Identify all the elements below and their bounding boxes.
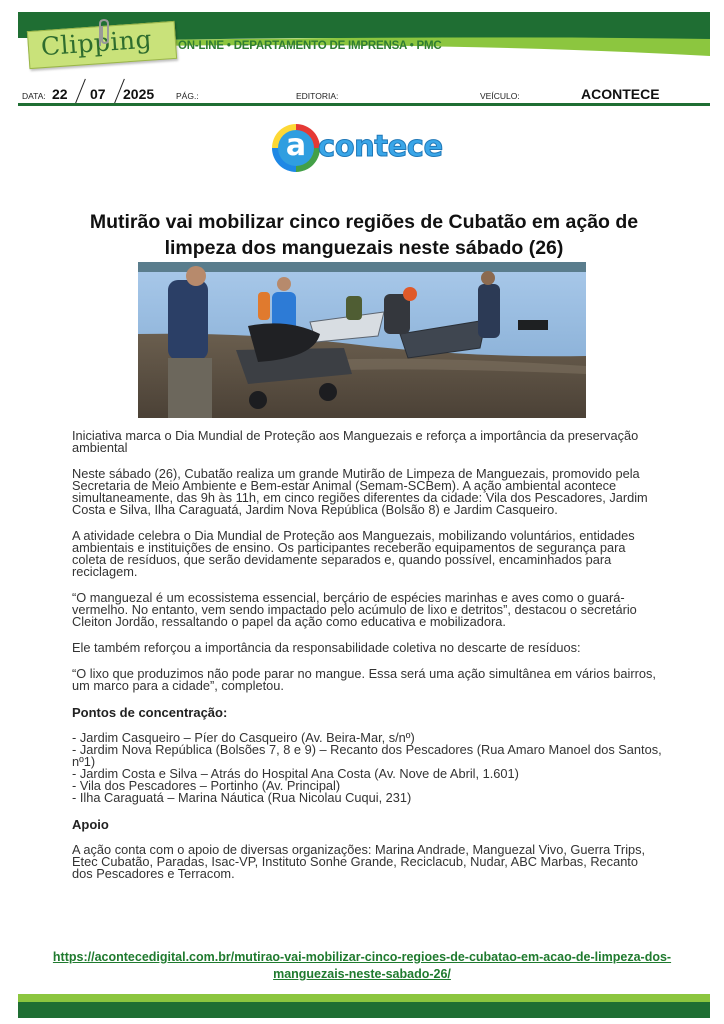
date-separator	[75, 79, 86, 103]
points-list	[72, 732, 662, 804]
article-quote: “O lixo que produzimos não pode parar no mangue. Essa será uma ação simultânea em vários bairros, um marco para a cidade”, completou.	[72, 666, 656, 693]
acontece-logo	[272, 124, 456, 176]
list-item: - Jardim Costa e Silva – Atrás do Hospital Ana Costa (Av. Nove de Abril, 1.601)	[72, 766, 519, 781]
section-label: EDITORIA:	[296, 91, 339, 101]
date-year: 2025	[123, 86, 155, 102]
date-label: DATA:	[22, 91, 46, 101]
support-text: A ação conta com o apoio de diversas organizações: Marina Andrade, Manguezal Vivo, Guerra Trips, Etec Cubatão, Paradas, Isac-VP, Instituto Sonhe Grande, Reciclacub, Nudar, ABC Marbas, Recanto dos Pescadores e Terracom.	[72, 842, 646, 881]
article-paragraph: Ele também reforçou a importância da responsabilidade coletiva no descarte de resíduos:	[72, 640, 581, 655]
footer-light-bar	[18, 994, 710, 1002]
list-item: - Vila dos Pescadores – Portinho (Av. Principal)	[72, 778, 341, 793]
meta-row	[20, 82, 710, 104]
logo-letter: a	[278, 130, 314, 166]
list-item: - Jardim Nova República (Bolsões 7, 8 e 9) – Recanto dos Pescadores (Rua Amaro Manoel dos Santos, nº1)	[72, 742, 662, 769]
source-link[interactable]: https://acontecedigital.com.br/mutirao-vai-mobilizar-cinco-regioes-de-cubatao-em-acao-de-limpeza-dos-manguezais-neste-sabado-26/	[52, 950, 672, 981]
date-month: 07	[90, 86, 106, 102]
article-lead: Iniciativa marca o Dia Mundial de Proteção aos Manguezais e reforça a importância da preservação ambiental	[72, 428, 639, 455]
points-heading: Pontos de concentração:	[72, 705, 228, 720]
vehicle-label: VEÍCULO:	[480, 91, 520, 101]
article-headline: Mutirão vai mobilizar cinco regiões de Cubatão em ação de limpeza dos manguezais neste sábado (26)	[89, 211, 639, 259]
date-day: 22	[52, 86, 68, 102]
list-item: - Ilha Caraguatá – Marina Náutica (Rua Nicolau Cuqui, 231)	[72, 790, 412, 805]
footer-dark-bar	[18, 1002, 710, 1018]
article-quote: “O manguezal é um ecossistema essencial, berçário de espécies marinhas e aves como o guará-vermelho. No entanto, vem sendo impactado pelo acúmulo de lixo e detritos”, destacou o secretário Cleiton Jordão, ressaltando o papel da ação como educativa e mobilizadora.	[72, 590, 637, 629]
list-item: - Jardim Casqueiro – Píer do Casqueiro (Av. Beira-Mar, s/nº)	[72, 730, 415, 745]
vehicle-name: ACONTECE	[581, 86, 660, 102]
logo-ring	[272, 124, 320, 172]
article-paragraph: A atividade celebra o Dia Mundial de Proteção aos Manguezais, mobilizando voluntários, entidades ambientais e instituições de ensino. Os participantes receberão equipamentos de segurança para coleta de resíduos, que serão devidamente separados e, quando possível, encaminhados para reciclagem.	[72, 528, 635, 579]
meta-divider	[18, 103, 710, 106]
page-label: PÁG.:	[176, 91, 199, 101]
paperclip-icon	[92, 18, 116, 48]
article-paragraph: Neste sábado (26), Cubatão realiza um grande Mutirão de Limpeza de Manguezais, promovido pela Secretaria de Meio Ambiente e Bem-estar Animal (Semam-SCBem). A ação ambiental acontece simultaneamente, das 9h às 11h, em cinco regiões diferentes da cidade: Vila dos Pescadores, Jardim Costa e Silva, Ilha Caraguatá, Jardim Nova República (Bolsão 8) e Jardim Casqueiro.	[72, 466, 648, 517]
header-subtitle: ON-LINE • DEPARTAMENTO DE IMPRENSA • PMC	[178, 40, 442, 52]
logo-wordmark: contece	[318, 129, 443, 163]
clipping-badge-text: Clipping	[39, 24, 153, 62]
support-heading: Apoio	[72, 817, 109, 832]
article-body	[72, 430, 662, 894]
article-photo	[138, 262, 586, 418]
